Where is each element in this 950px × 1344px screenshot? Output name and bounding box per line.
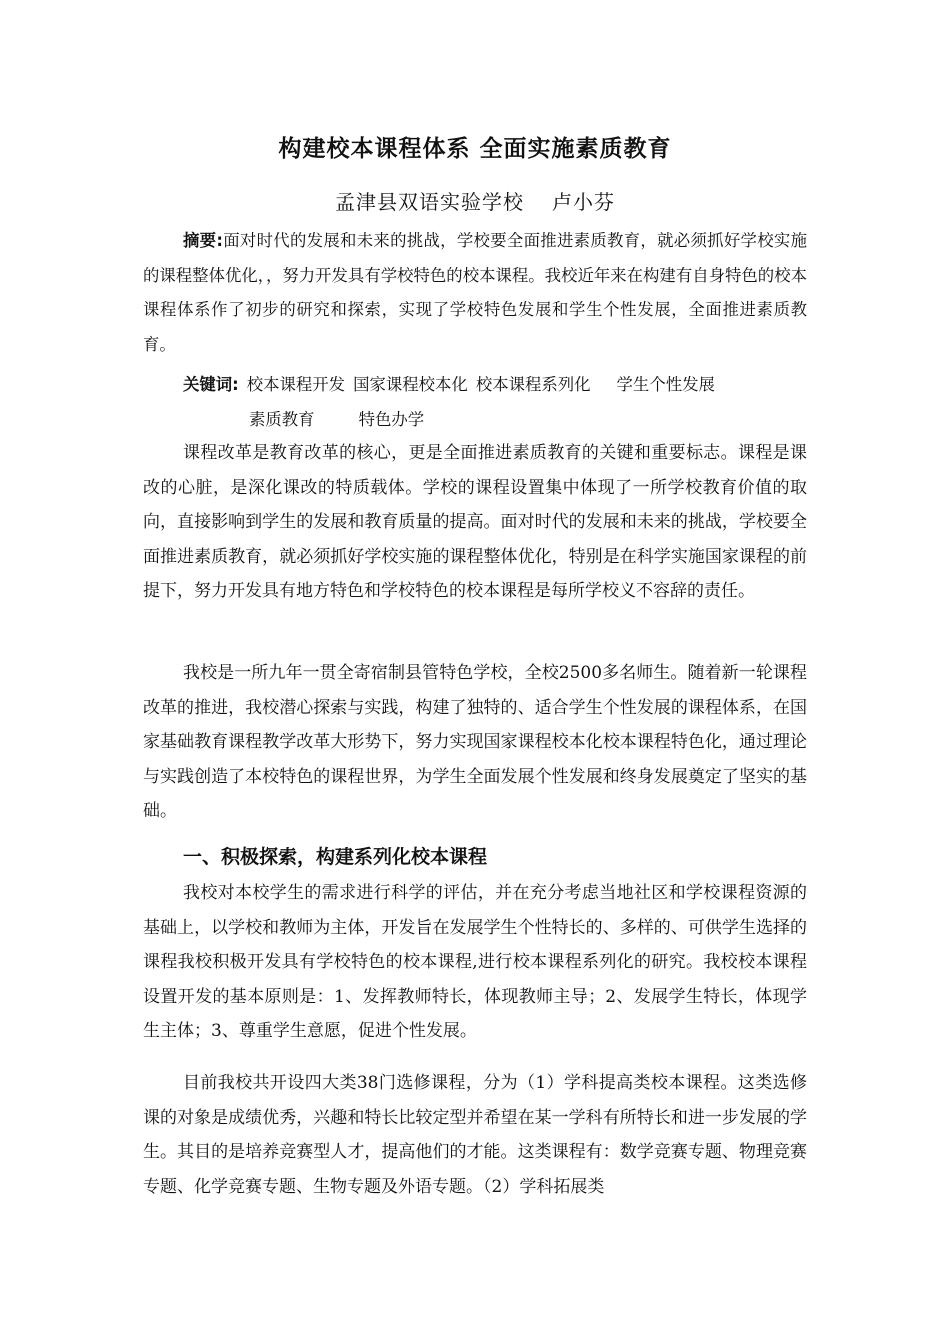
body-paragraph: 目前我校共开设四大类38门选修课程，分为（1）学科提高类校本课程。这类选修课的对象是成绩优秀，兴趣和特长比较定型并希望在某一学科有所特长和进一步发展的学生。其目的是培养竞赛型人才，提高他们的才能。这类课程有：数学竞赛专题、物理竞赛专题、化学竞赛专题、生物专题及外语专题。（2）学科拓展类 xyxy=(143,1073,807,1197)
keyword: 素质教育 xyxy=(249,409,315,429)
keywords xyxy=(143,368,807,437)
keyword: 特色办学 xyxy=(358,409,425,429)
abstract-text: 面对时代的发展和未来的挑战，学校要全面推进素质教育，就必须抓好学校实施的课程整体优化，，努力开发具有学校特色的校本课程。我校近年来在构建有自身特色的校本课程体系作了初步的研究和探索，实现了学校特色发展和学生个性发展，全面推进素质教育。 xyxy=(143,231,807,354)
abstract-label: 摘要: xyxy=(183,231,223,250)
body-paragraph: 课程改革是教育改革的核心，更是全面推进素质教育的关键和重要标志。课程是课改的心脏，是深化课改的特质载体。学校的课程设置集中体现了一所学校教育价值的取向，直接影响到学生的发展和教育质量的提高。面对时代的发展和未来的挑战，学校要全面推进素质教育，就必须抓好学校实施的课程整体优化，特别是在科学实施国家课程的前提下，努力开发具有地方特色和学校特色的校本课程是每所学校义不容辞的责任。 xyxy=(143,443,807,602)
author-line xyxy=(0,186,950,215)
abstract xyxy=(143,224,807,362)
body-paragraph: 我校对本校学生的需求进行科学的评估，并在充分考虑当地社区和学校课程资源的基础上，以学校和教师为主体，开发旨在发展学生个性特长的、多样的、可供学生选择的课程我校积极开发具有学校特色的校本课程,进行校本课程系列化的研究。我校校本课程设置开发的基本原则是：1、发挥教师特长，体现教师主导；2、发展学生特长，体现学生主体；3、尊重学生意愿，促进个性发展。 xyxy=(143,883,807,1042)
keyword: 国家课程校本化 xyxy=(353,375,468,394)
keyword: 校本课程系列化 xyxy=(475,375,591,394)
school-name: 孟津县双语实验学校 xyxy=(335,190,524,214)
document-title: 构建校本课程体系 全面实施素质教育 xyxy=(278,136,672,162)
keyword: 学生个性发展 xyxy=(616,375,715,394)
keyword: 校本课程开发 xyxy=(246,375,346,394)
body-paragraph: 我校是一所九年一贯全寄宿制县管特色学校，全校2500多名师生。随着新一轮课程改革的推进，我校潜心探索与实践，构建了独特的、适合学生个性发展的课程体系，在国家基础教育课程教学改革大形势下，努力实现国家课程校本化校本课程特色化，通过理论与实践创造了本校特色的课程世界，为学生全面发展个性发展和终身发展奠定了坚实的基础。 xyxy=(143,663,807,822)
author-name: 卢小芬 xyxy=(552,190,615,214)
keywords-label: 关键词: xyxy=(183,375,239,394)
section-heading: 一、积极探索，构建系列化校本课程 xyxy=(183,846,488,868)
